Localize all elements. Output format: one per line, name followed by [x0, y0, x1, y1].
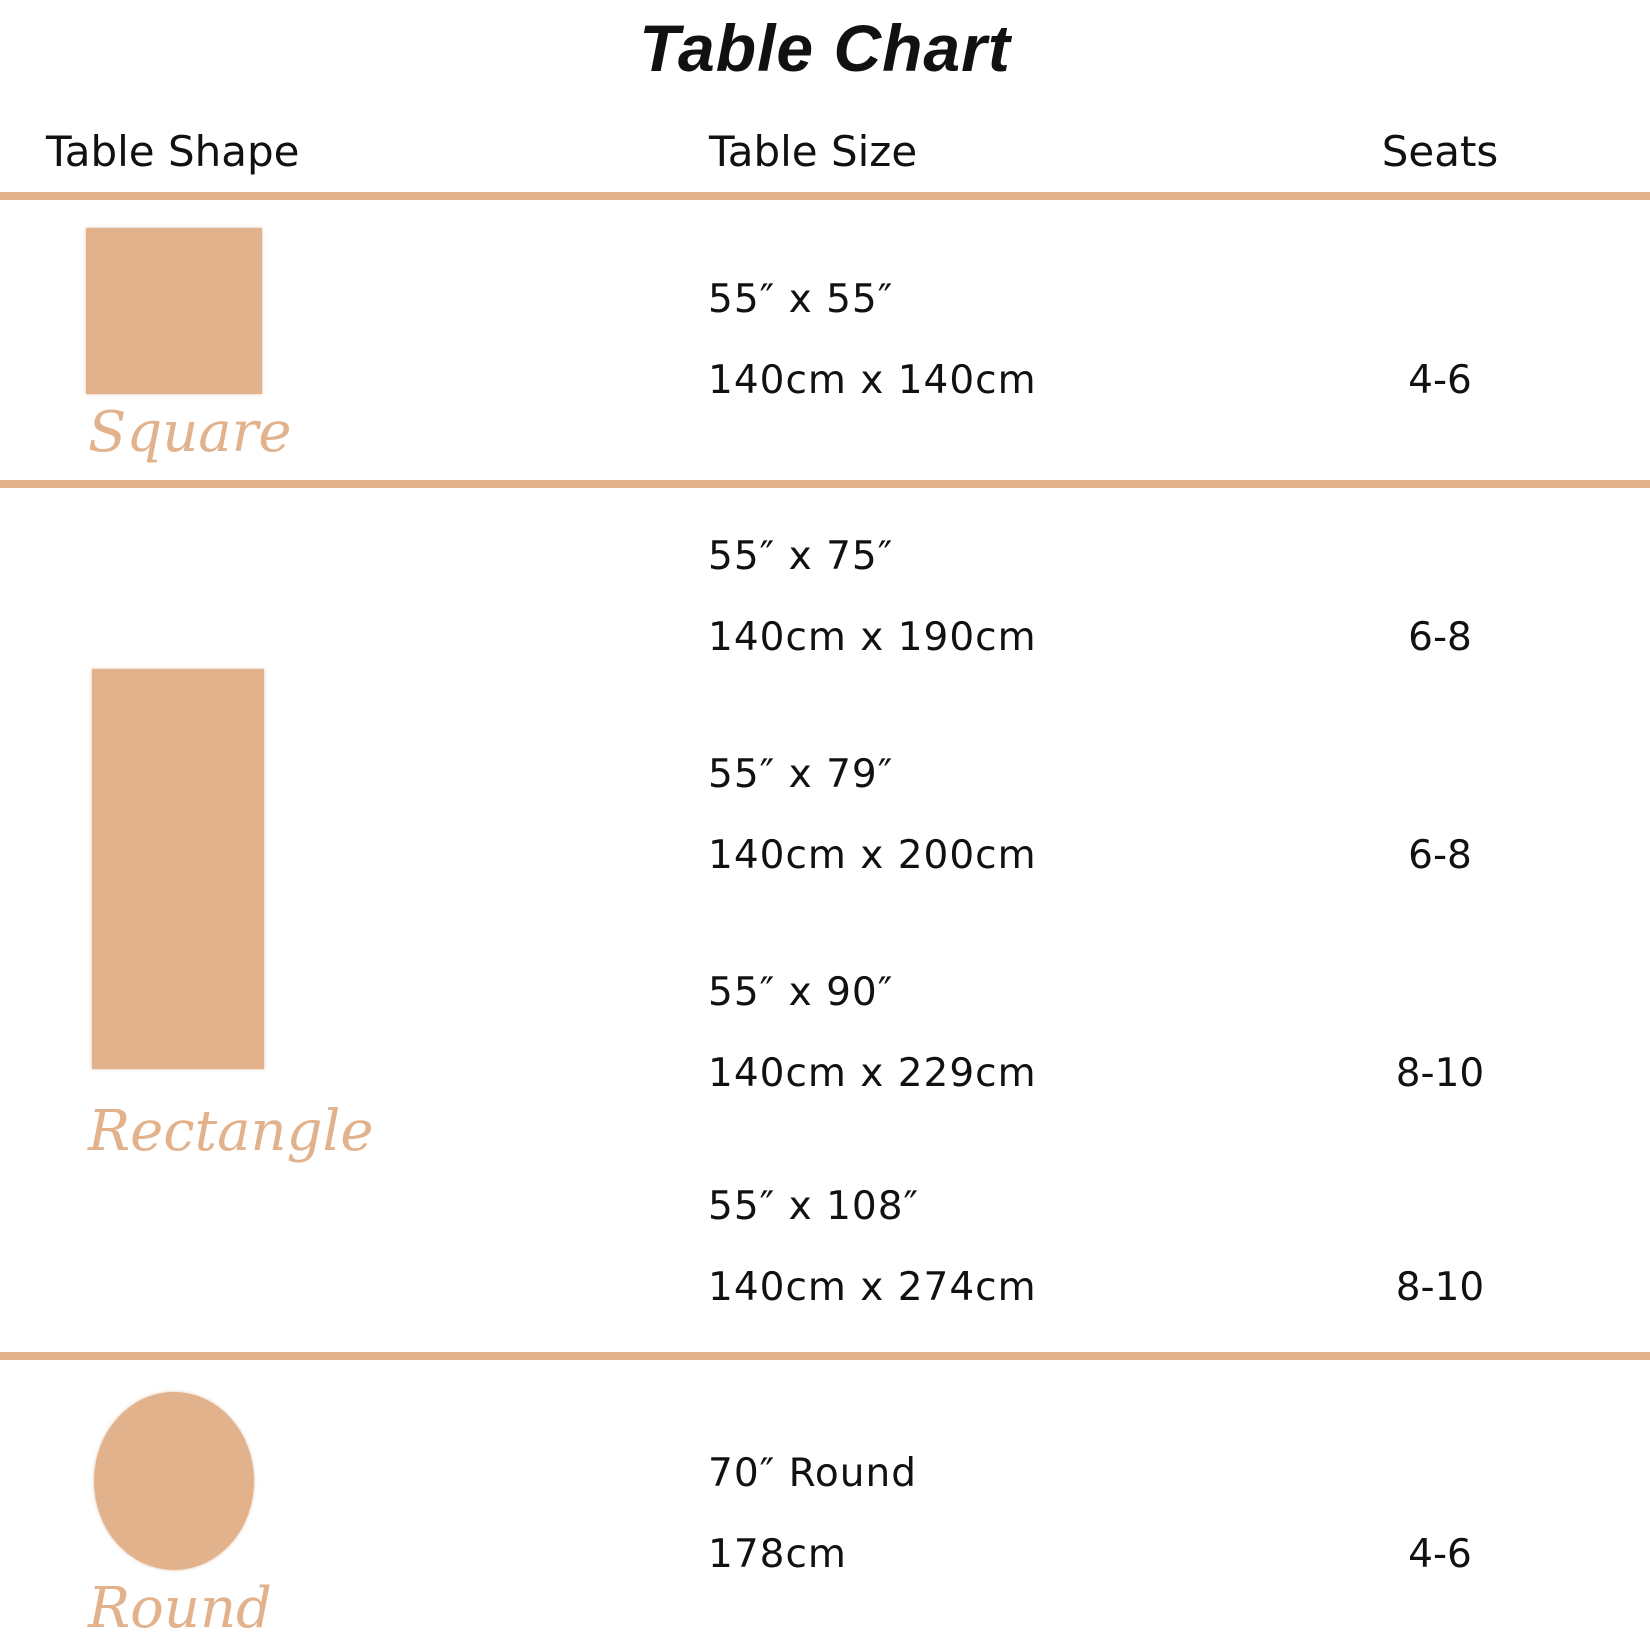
- shape-label-round: Round: [88, 1576, 272, 1641]
- seats-value: 8-10: [1395, 1265, 1485, 1310]
- size-imperial: 55″ x 108″: [708, 1184, 920, 1229]
- seats-value: 6-8: [1408, 833, 1472, 878]
- size-imperial: 70″ Round: [708, 1451, 917, 1496]
- size-metric: 178cm: [708, 1532, 847, 1577]
- size-imperial: 55″ x 55″: [708, 277, 894, 322]
- divider-header: [0, 192, 1650, 200]
- size-metric: 140cm x 229cm: [708, 1051, 1037, 1096]
- size-imperial: 55″ x 90″: [708, 970, 894, 1015]
- divider-square: [0, 480, 1650, 488]
- size-metric: 140cm x 140cm: [708, 358, 1037, 403]
- size-metric: 140cm x 274cm: [708, 1265, 1037, 1310]
- seats-value: 8-10: [1395, 1051, 1485, 1096]
- size-imperial: 55″ x 75″: [708, 534, 894, 579]
- header-table-shape: Table Shape: [46, 127, 300, 176]
- size-imperial: 55″ x 79″: [708, 752, 894, 797]
- seats-value: 6-8: [1408, 615, 1472, 660]
- seats-value: 4-6: [1408, 358, 1472, 403]
- square-shape-swatch: [86, 228, 262, 394]
- size-metric: 140cm x 190cm: [708, 615, 1037, 660]
- round-shape-swatch: [94, 1392, 254, 1570]
- seats-value: 4-6: [1408, 1532, 1472, 1577]
- size-metric: 140cm x 200cm: [708, 833, 1037, 878]
- divider-rectangle: [0, 1352, 1650, 1360]
- shape-label-square: Square: [88, 400, 292, 465]
- shape-label-rectangle: Rectangle: [88, 1099, 374, 1164]
- page-title: Table Chart: [639, 11, 1011, 85]
- rectangle-shape-swatch: [92, 669, 264, 1069]
- header-table-size: Table Size: [709, 127, 918, 176]
- header-seats: Seats: [1381, 127, 1499, 176]
